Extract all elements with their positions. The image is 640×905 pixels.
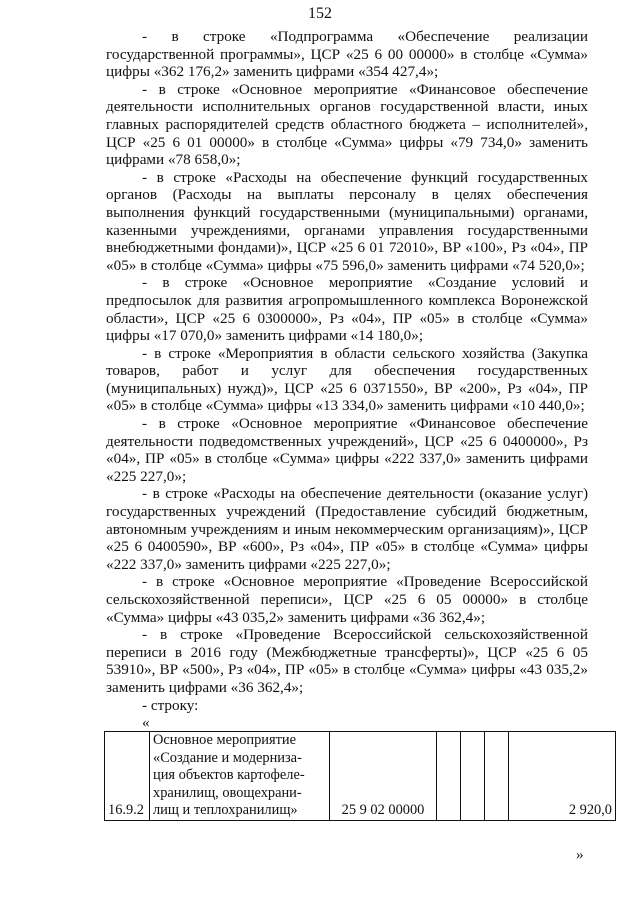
empty-cell xyxy=(461,732,485,821)
page-number: 152 xyxy=(308,5,332,22)
row-name-line: лищ и теплохранилищ» xyxy=(153,802,298,819)
paragraph: - в строке «Основное мероприятие «Создание условий и предпосылок для развития агропромышленного комплекса Воронежской области», ЦСР «25 6 0300000», Рз «04», ПР «05» в столбце «Сумма» цифры «17 070,0» заменить цифрами «14 180,0»; xyxy=(106,274,588,345)
closing-quote: » xyxy=(576,846,584,863)
empty-cell xyxy=(485,732,509,821)
paragraph: - в строке «Основное мероприятие «Финансовое обеспечение деятельности подведомственных учреждений», ЦСР «25 6 0400000», Рз «04», ПР «05» в столбце «Сумма» цифры «222 337,0» заменить цифрами «225 227,0»; xyxy=(106,415,588,485)
empty-cell xyxy=(437,732,461,821)
paragraph: - в строке «Проведение Всероссийской сельскохозяйственной переписи в 2016 году (Межбюджетные трансферты)», ЦСР «25 6 05 53910», ВР «500», Рз «04», ПР «05» в столбце «Сумма» цифры «43 035,2» заменить цифрами «36 362,4»; xyxy=(106,626,588,696)
paragraph: - в строке «Подпрограмма «Обеспечение реализации государственной программы», ЦСР «25 6 00 00000» в столбце «Сумма» цифры «362 176,2» заменить цифрами «354 427,4»; xyxy=(106,28,588,81)
table-row xyxy=(105,732,616,821)
opening-quote: « xyxy=(142,714,150,732)
paragraph: - в строке «Основное мероприятие «Проведение Всероссийской сельскохозяйственной переписи», ЦСР «25 6 05 00000» в столбце «Сумма» цифры «43 035,2» заменить цифрами «36 362,4»; xyxy=(106,573,588,626)
row-name-line: «Создание и модерниза- xyxy=(153,749,302,766)
row-code: 25 9 02 00000 xyxy=(330,732,437,821)
paragraph: - в строке «Расходы на обеспечение деятельности (оказание услуг) государственных учреждений (Предоставление субсидий бюджетным, автономным учреждениям и иным некоммерческим организациям)», ЦСР «25 6 0400590», ВР «600», Рз «04», ПР «05» в столбце «Сумма» цифры «222 337,0» заменить цифрами «225 227,0»; xyxy=(106,485,588,573)
row-sum: 2 920,0 xyxy=(509,732,616,821)
row-name xyxy=(150,732,330,821)
document-body xyxy=(106,28,588,732)
row-name-line: хранилищ, овощехрани- xyxy=(153,784,302,801)
row-name-line: ция объектов картофеле- xyxy=(153,767,305,784)
paragraph: - в строке «Расходы на обеспечение функций государственных органов (Расходы на выплаты персоналу в целях обеспечения выполнения функций государственными (муниципальными) органами, казенными учреждениями, органами управления государственными внебюджетными фондами)», ЦСР «25 6 01 72010», ВР «100», Рз «04», ПР «05» в столбце «Сумма» цифры «75 596,0» заменить цифрами «74 520,0»; xyxy=(106,168,588,274)
paragraph: - в строке «Мероприятия в области сельского хозяйства (Закупка товаров, работ и услуг для обеспечения государственных (муниципальных) нужд)», ЦСР «25 6 0371550», ВР «200», Рз «04», ПР «05» в столбце «Сумма» цифры «13 334,0» заменить цифрами «10 440,0»; xyxy=(106,344,588,415)
row-name-line: Основное мероприятие xyxy=(153,732,297,748)
row-number: 16.9.2 xyxy=(105,732,150,821)
row-intro: - строку: xyxy=(142,696,199,714)
paragraph: - в строке «Основное мероприятие «Финансовое обеспечение деятельности исполнительных органов государственной власти, иных главных распорядителей средств областного бюджета – исполнителей», ЦСР «25 6 01 00000» в столбце «Сумма» цифры «79 734,0» заменить цифрами «78 658,0»; xyxy=(106,80,588,169)
budget-row-table xyxy=(104,731,616,821)
